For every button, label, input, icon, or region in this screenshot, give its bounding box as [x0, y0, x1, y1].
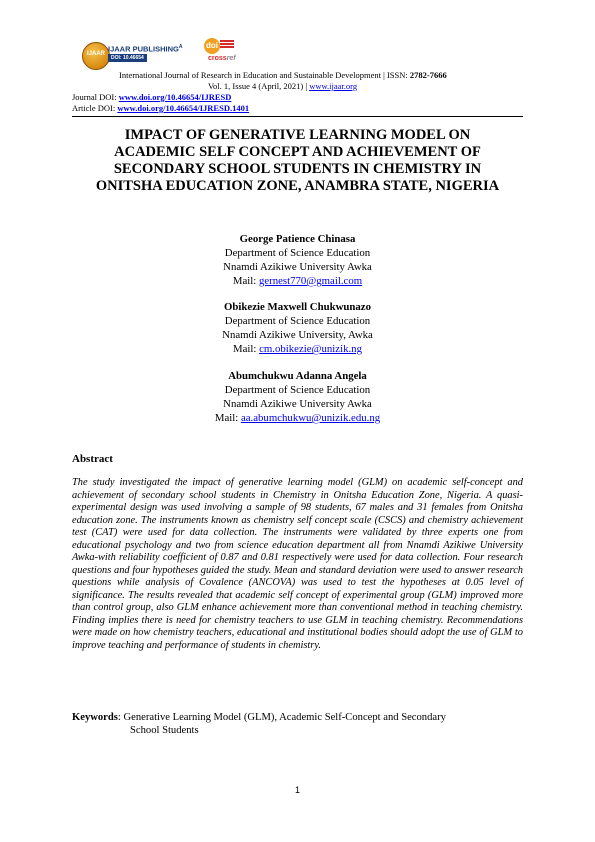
author-block-3: [0, 369, 595, 425]
keywords: Keywords: Generative Learning Model (GLM), Academic Self-Concept and Secondary School Students: [72, 711, 523, 737]
author-university: Nnamdi Azikiwe University Awka: [223, 261, 372, 273]
author-block-2: [0, 300, 595, 356]
author-university: Nnamdi Azikiwe University Awka: [223, 398, 372, 410]
keywords-label: Keywords: [72, 712, 118, 723]
author-mail: Mail: cm.obikezie@unizik.ng: [233, 343, 362, 355]
page-number: 1: [294, 785, 300, 795]
author-email-link[interactable]: aa.abumchukwu@unizik.edu.ng: [240, 412, 381, 424]
paper-title: IMPACT OF GENERATIVE LEARNING MODEL ON ACADEMIC SELF CONCEPT AND ACHIEVEMENT OF SECONDARY SCHOOL STUDENTS IN CHEMISTRY IN ONITSHA EDUCATION ZONE, ANAMBRA STATE, NIGERIA: [95, 127, 500, 194]
publisher-name: IJAAR $PUBLISHING^A$: [108, 44, 183, 54]
author-name: Abumchukwu Adanna Angela: [228, 370, 367, 382]
author-mail: Mail: aa.abumchukwu@unizik.edu.ng: [214, 412, 381, 424]
author-department: Department of Science Education: [224, 315, 371, 327]
journal-doi-line: Journal DOI: www.doi.org/10.46654/IJRESD: [72, 92, 232, 102]
article-doi-line: Article DOI: www.doi.org/10.46654/IJRESD.1401: [72, 103, 250, 113]
article-doi-link[interactable]: www.doi.org/10.46654/IJRESD.1401: [117, 103, 250, 113]
header-divider: [72, 116, 523, 117]
author-department: Department of Science Education: [224, 247, 371, 259]
publisher-logos: [82, 38, 262, 68]
author-email-link[interactable]: cm.obikezie@unizik.ng: [259, 343, 362, 355]
crossref-logo-icon: [220, 40, 234, 50]
keywords-list: Generative Learning Model (GLM), Academic Self-Concept and Secondary: [120, 712, 446, 723]
author-block-1: [0, 232, 595, 288]
author-name: Obikezie Maxwell Chukwunazo: [224, 301, 371, 313]
crossref-label: crossref: [208, 55, 236, 62]
author-name: George Patience Chinasa: [239, 233, 356, 245]
author-university: Nnamdi Azikiwe University, Awka: [222, 329, 373, 341]
journal-line: International Journal of Research in Education and Sustainable Development | ISSN: 2782-7666: [119, 70, 447, 80]
abstract-body: The study investigated the impact of generative learning model (GLM) on academic self-concept and achievement of secondary school students in Chemistry in Onitsha Education Zone, Nigeria. A quasi-experimental design was used involving a sample of 98 students, 67 males and 31 females from Onitsha education zone. The instruments known as chemistry self concept scale (CSCS) and chemistry achievement test (CAT) were used for data collection. The instruments were validated by three experts one from educational psychology and two from science education department all from Nnamdi Azikiwe University Awka-with reliability coefficient of 0.87 and 0.81 respectively were used for data collection. Four research questions and four hypotheses guided the study. Mean and standard deviation were used to answer research questions while analysis of Covalence (ANCOVA) was used to test the hypotheses at 0.05 level of significance. The results revealed that academic self concept of experimental group (GLM) improved more than control group, also GLM enhance achievement more than conventional method in teaching chemistry. Finding implies there is need for chemistry teachers to use GLM in teaching chemistry. Recommendations were made on how chemistry teachers, educational and institutional bodies should adopt the use of GLM to improve teaching and performance of students in chemistry.: [72, 477, 523, 651]
doi-logo-icon: doi: [204, 38, 220, 54]
issue-line: Vol. 1, Issue 4 (April, 2021) | www.ijaar.org: [208, 81, 358, 91]
publisher-doi-badge: DOI: 10.46654: [108, 54, 147, 62]
journal-website-link[interactable]: www.ijaar.org: [309, 81, 358, 91]
author-department: Department of Science Education: [224, 384, 371, 396]
author-email-link[interactable]: gernest770@gmail.com: [258, 275, 363, 287]
author-mail: Mail: gernest770@gmail.com: [232, 275, 363, 287]
abstract-heading: Abstract: [72, 453, 113, 465]
journal-doi-link[interactable]: www.doi.org/10.46654/IJRESD: [118, 92, 232, 102]
keywords-list-continued: School Students: [130, 725, 199, 736]
ijaar-logo-icon: IJAAR: [82, 42, 110, 70]
